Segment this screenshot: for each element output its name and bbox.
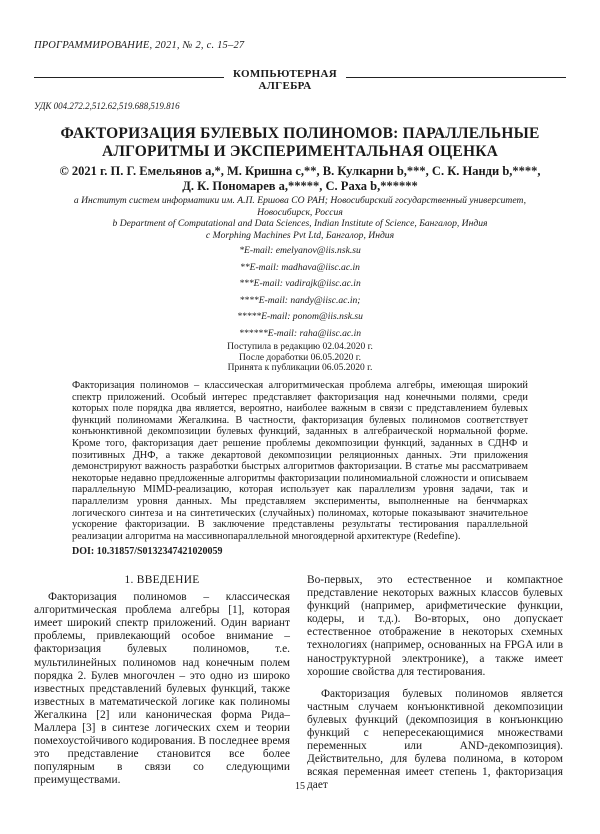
- section-rule-right: [346, 77, 566, 78]
- abstract: Факторизация полиномов – классическая алгоритмическая проблема алгебры, имеющая широкий спектр приложений. Особый интерес представляет факторизация над конечными полями, среди которых поле порядка два является, вероятно, наиболее важным в связи с представлением булевых функций полиномами Жегалкина. В частности, факторизация булевых полиномов соответствует конъюнктивной декомпозиции булевых функций, заданных в алгебраической нормальной форме. Кроме того, факторизация дает решение проблемы декомпозиции функций, заданных в СДНФ и позитивных ДНФ, а также декартовой декомпозиции реляционных данных. Эти приложения демонстрируют важность разработки быстрых алгоритмов факторизации. В статье мы рассматриваем некоторые недавно предложенные алгоритмы факторизации полиномиальной сложности и описываем параллельную MIMD-реализацию, которая использует как параллелизм уровня задачи, так и параллелизм уровня данных. Мы представляем эксперименты, выполненные на бенчмарках логического синтеза и на синтетических (случайных) полиномах, которые показывают значительное ускорение факторизации. В заключение представлены результаты тестирования параллельной реализации алгоритма на массивнопараллельной многоядерной архитектуре (Redefine).: [72, 380, 528, 542]
- authors-line1: © 2021 г. П. Г. Емельянов a,*, М. Кришна c,**, В. Кулкарни b,***, С. К. Нанди b,****,: [59, 164, 541, 178]
- email-2: **E-mail: madhava@iisc.ac.in: [240, 261, 360, 273]
- email-3: ***E-mail: vadirajk@iisc.ac.in: [239, 278, 361, 290]
- title-line2: АЛГОРИТМЫ И ЭКСПЕРИМЕНТАЛЬНАЯ ОЦЕНКА: [101, 143, 499, 160]
- section-title: [230, 68, 340, 92]
- date-revised: После доработки 06.05.2020 г.: [239, 352, 361, 363]
- affiliation-a: a Институт систем информатики им. А.П. Ершова СО РАН; Новосибирский государственный университет,: [73, 195, 527, 206]
- submission-dates: [40, 342, 560, 374]
- doi: DOI: 10.31857/S0132347421020059: [72, 546, 223, 557]
- right-paragraph-2: Факторизация булевых полиномов является частным случаем конъюнктивной декомпозиции булевых функций (декомпозиция в конъюнкцию функций с непересекающимися множествами переменных или AND-декомпозиция). Действительно, для булева полинома, в котором всякая переменная имеет степень 1, факторизация дает: [307, 687, 563, 792]
- title-line1: ФАКТОРИЗАЦИЯ БУЛЕВЫХ ПОЛИНОМОВ: ПАРАЛЛЕЛЬНЫЕ: [60, 125, 540, 142]
- right-paragraph-1: Во-первых, это естественное и компактное представление некоторых важных классов булевых функций (например, арифметические функции, кодеры, и т.д.). Во-вторых, оно допускает естественное отображение в некоторых схемных технологиях (например, основанных на FPGA или в наноструктурной электронике), а также имеет хорошие свойства для тестирования.: [307, 574, 563, 678]
- email-5: *****E-mail: ponom@iis.nsk.su: [237, 311, 363, 323]
- affiliation-a-city: Новосибирск, Россия: [257, 206, 343, 218]
- email-1: *E-mail: emelyanov@iis.nsk.su: [239, 245, 361, 256]
- section-heading-introduction: 1. ВВЕДЕНИЕ: [124, 574, 200, 586]
- affiliations: [40, 195, 560, 241]
- affiliation-c: c Morphing Machines Pvt Ltd, Бангалор, Индия: [205, 229, 395, 241]
- email-6: ******E-mail: raha@iisc.ac.in: [238, 327, 362, 339]
- left-paragraph-1: Факторизация полиномов – классическая алгоритмическая проблема алгебры [1], которая имеет широкий спектр приложений. Один вариант проблемы, привлекающий особое внимание – факторизация булевых полиномов, т.е. мультилинейных полиномов над конечным полем порядка 2. Булев многочлен – это одно из широко известных представлений булевых функций, также известных в математической логике как полиномы Жегалкина [2] или каноническая форма Рида–Маллера [3] в синтезе логических схем и теории помехоустойчивого кодирования. В последнее время это представление становится все более популярным в связи со следующими преимуществами.: [34, 591, 290, 787]
- page-number: 15: [295, 781, 305, 792]
- email-4: ****E-mail: nandy@iisc.ac.in;: [239, 294, 361, 306]
- authors: [40, 164, 560, 194]
- section-banner: [34, 68, 566, 98]
- section-rule-left: [34, 77, 224, 78]
- date-accepted: Принята к публикации 06.05.2020 г.: [227, 363, 373, 374]
- journal-header: ПРОГРАММИРОВАНИЕ, 2021, № 2, с. 15–27: [34, 40, 245, 51]
- authors-line2: Д. К. Пономарев a,*****, С. Раха b,******: [182, 179, 418, 193]
- email-list: [40, 243, 560, 343]
- paper-title: [60, 125, 540, 161]
- section-title-line2: АЛГЕБРА: [258, 80, 312, 92]
- section-title-line1: КОМПЬЮТЕРНАЯ: [232, 68, 338, 80]
- udk-code: УДК 004.272.2,512.62,519.688,519.816: [34, 101, 180, 111]
- right-column: [307, 574, 563, 793]
- date-received: Поступила в редакцию 02.04.2020 г.: [227, 342, 373, 352]
- left-column: [34, 574, 290, 788]
- affiliation-b: b Department of Computational and Data Sciences, Indian Institute of Science, Бангалор, Индия: [112, 218, 488, 229]
